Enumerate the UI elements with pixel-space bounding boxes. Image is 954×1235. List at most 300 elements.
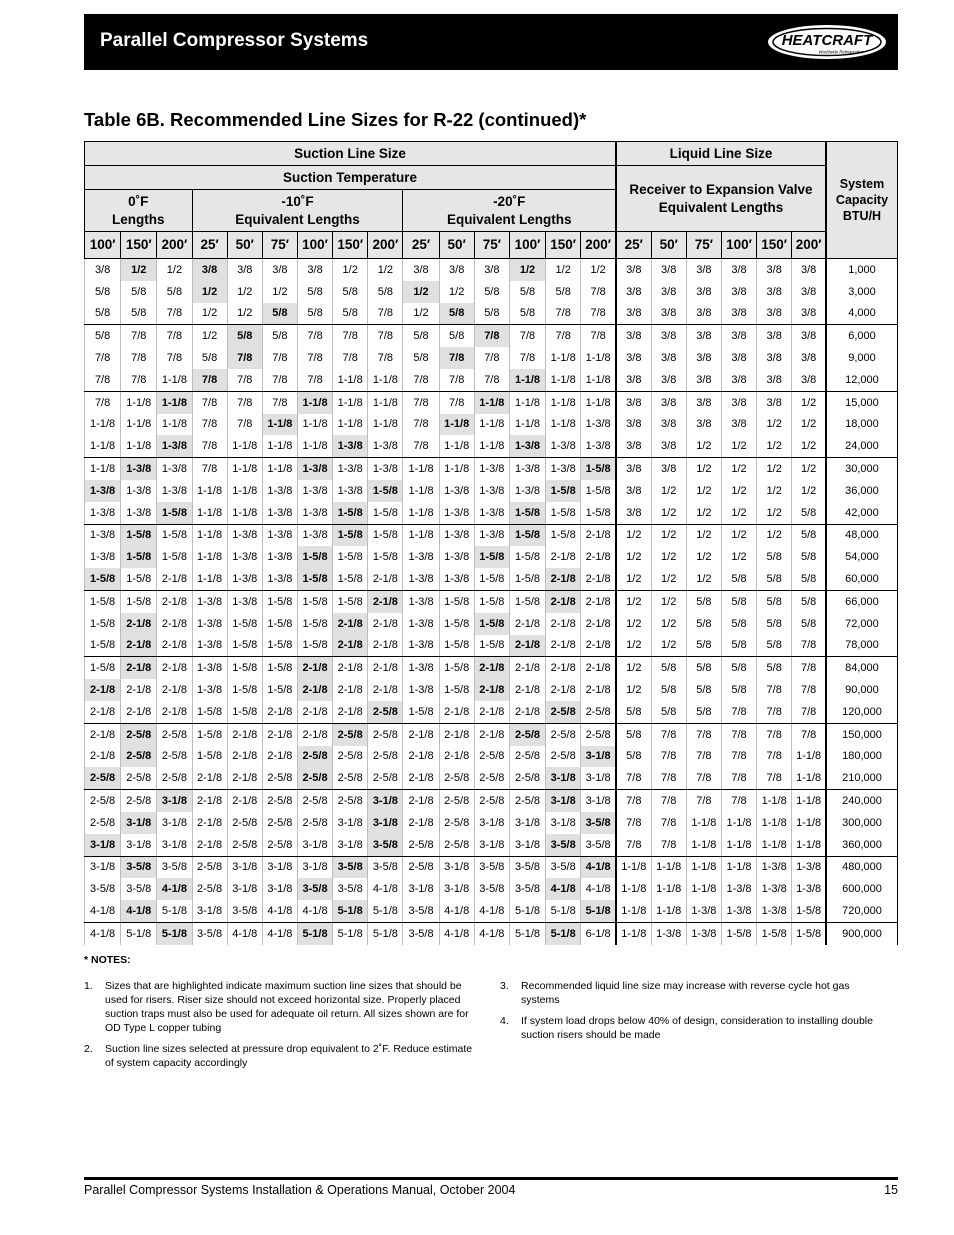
table-cell: 2-1/8 <box>546 568 581 590</box>
table-cell: 3-5/8 <box>546 856 581 878</box>
capacity-cell: 72,000 <box>826 613 898 635</box>
table-cell: 2-5/8 <box>121 746 157 768</box>
table-cell: 1-5/8 <box>474 568 509 590</box>
length-header: 100′ <box>297 232 332 259</box>
table-cell: 1-1/8 <box>651 856 686 878</box>
table-cell: 7/8 <box>403 435 439 457</box>
table-cell: 5-1/8 <box>157 900 192 922</box>
table-cell: 3-5/8 <box>509 878 545 900</box>
table-row <box>85 281 898 303</box>
table-cell: 2-5/8 <box>403 856 439 878</box>
table-cell: 2-1/8 <box>333 679 368 701</box>
table-cell: 1-3/8 <box>297 524 332 546</box>
table-cell: 2-5/8 <box>474 746 509 768</box>
table-cell: 3-1/8 <box>333 834 368 856</box>
temp-0f-label: Lengths <box>112 211 165 227</box>
table-cell: 7/8 <box>227 391 262 413</box>
table-cell: 1-1/8 <box>333 391 368 413</box>
table-cell: 1/2 <box>192 325 227 347</box>
table-cell: 1/2 <box>227 281 262 303</box>
table-cell: 1-3/8 <box>192 657 227 679</box>
table-cell: 1-3/8 <box>439 568 474 590</box>
table-cell: 5/8 <box>333 281 368 303</box>
table-cell: 2-1/8 <box>297 723 332 745</box>
length-header: 50′ <box>227 232 262 259</box>
table-cell: 1-5/8 <box>262 635 297 657</box>
table-cell: 2-5/8 <box>85 790 121 812</box>
table-cell: 1/2 <box>227 303 262 325</box>
table-cell: 3/8 <box>616 369 651 391</box>
table-cell: 3/8 <box>721 259 756 281</box>
table-cell: 1-1/8 <box>721 856 756 878</box>
table-cell: 2-1/8 <box>546 635 581 657</box>
table-cell: 1-3/8 <box>474 524 509 546</box>
table-cell: 1-1/8 <box>546 347 581 369</box>
table-cell: 7/8 <box>157 347 192 369</box>
table-cell: 7/8 <box>616 834 651 856</box>
length-header: 75′ <box>262 232 297 259</box>
table-cell: 1-3/8 <box>157 435 192 457</box>
table-cell: 5/8 <box>757 590 792 612</box>
table-cell: 7/8 <box>616 767 651 789</box>
capacity-cell: 150,000 <box>826 723 898 745</box>
length-header: 75′ <box>686 232 721 259</box>
table-cell: 1-1/8 <box>157 369 192 391</box>
table-cell: 1-5/8 <box>85 568 121 590</box>
table-cell: 1-1/8 <box>121 414 157 436</box>
table-cell: 3-5/8 <box>546 834 581 856</box>
table-row <box>85 856 898 878</box>
table-cell: 1-5/8 <box>581 458 616 480</box>
table-cell: 5/8 <box>474 281 509 303</box>
table-cell: 3-1/8 <box>368 812 403 834</box>
table-cell: 3-1/8 <box>581 767 616 789</box>
table-cell: 7/8 <box>192 435 227 457</box>
table-cell: 7/8 <box>686 723 721 745</box>
table-cell: 1-5/8 <box>121 590 157 612</box>
table-cell: 1-1/8 <box>721 812 756 834</box>
table-cell: 2-5/8 <box>509 723 545 745</box>
table-cell: 2-5/8 <box>192 878 227 900</box>
table-cell: 2-5/8 <box>333 723 368 745</box>
table-cell: 2-1/8 <box>333 657 368 679</box>
table-cell: 1-1/8 <box>262 458 297 480</box>
table-cell: 1/2 <box>403 303 439 325</box>
table-cell: 2-1/8 <box>439 701 474 723</box>
capacity-cell: 180,000 <box>826 746 898 768</box>
table-cell: 2-1/8 <box>439 746 474 768</box>
table-cell: 2-1/8 <box>297 657 332 679</box>
table-cell: 2-5/8 <box>333 790 368 812</box>
table-cell: 1-5/8 <box>792 900 826 922</box>
table-cell: 3-5/8 <box>333 856 368 878</box>
table-cell: 5/8 <box>721 635 756 657</box>
table-cell: 7/8 <box>474 369 509 391</box>
table-cell: 1-1/8 <box>192 568 227 590</box>
table-cell: 5/8 <box>792 590 826 612</box>
table-cell: 2-5/8 <box>439 834 474 856</box>
table-cell: 1-3/8 <box>686 900 721 922</box>
table-cell: 1-1/8 <box>792 790 826 812</box>
table-cell: 2-1/8 <box>227 790 262 812</box>
table-cell: 1-5/8 <box>581 480 616 502</box>
table-cell: 2-5/8 <box>581 701 616 723</box>
table-cell: 2-5/8 <box>368 746 403 768</box>
table-cell: 1/2 <box>686 435 721 457</box>
page-number: 15 <box>884 1183 898 1197</box>
table-cell: 1-5/8 <box>368 502 403 524</box>
table-cell: 1-3/8 <box>121 480 157 502</box>
table-cell: 7/8 <box>651 767 686 789</box>
table-cell: 2-1/8 <box>546 613 581 635</box>
table-row <box>85 679 898 701</box>
table-cell: 1-1/8 <box>546 369 581 391</box>
table-row <box>85 259 898 281</box>
table-cell: 7/8 <box>403 369 439 391</box>
table-cell: 1-1/8 <box>581 391 616 413</box>
table-cell: 4-1/8 <box>262 922 297 944</box>
capacity-cell: 240,000 <box>826 790 898 812</box>
system-capacity-header: System Capacity BTU/H <box>826 142 898 259</box>
table-cell: 1-5/8 <box>546 502 581 524</box>
table-cell: 1-1/8 <box>403 502 439 524</box>
table-row <box>85 546 898 568</box>
table-cell: 3-1/8 <box>262 856 297 878</box>
table-cell: 1-1/8 <box>192 502 227 524</box>
table-cell: 1/2 <box>686 480 721 502</box>
table-cell: 3/8 <box>721 303 756 325</box>
table-cell: 1-5/8 <box>227 613 262 635</box>
capacity-cell: 90,000 <box>826 679 898 701</box>
table-cell: 1/2 <box>651 480 686 502</box>
table-cell: 5/8 <box>792 524 826 546</box>
table-cell: 5/8 <box>757 657 792 679</box>
table-cell: 2-1/8 <box>157 679 192 701</box>
table-cell: 1-5/8 <box>581 502 616 524</box>
table-cell: 7/8 <box>721 723 756 745</box>
table-cell: 1-3/8 <box>757 856 792 878</box>
table-cell: 1/2 <box>686 502 721 524</box>
table-cell: 2-1/8 <box>546 590 581 612</box>
table-cell: 3-5/8 <box>581 812 616 834</box>
table-cell: 2-1/8 <box>333 613 368 635</box>
table-row <box>85 414 898 436</box>
table-cell: 3/8 <box>616 458 651 480</box>
table-cell: 1/2 <box>616 524 651 546</box>
table-cell: 2-1/8 <box>192 767 227 789</box>
table-cell: 3-5/8 <box>333 878 368 900</box>
table-cell: 5-1/8 <box>368 922 403 944</box>
table-cell: 1/2 <box>439 281 474 303</box>
table-cell: 2-1/8 <box>262 701 297 723</box>
table-cell: 2-1/8 <box>474 679 509 701</box>
table-cell: 1-1/8 <box>368 391 403 413</box>
capacity-cell: 60,000 <box>826 568 898 590</box>
table-cell: 4-1/8 <box>85 922 121 944</box>
table-row <box>85 900 898 922</box>
table-cell: 1-1/8 <box>227 458 262 480</box>
table-cell: 1-3/8 <box>403 635 439 657</box>
table-cell: 1-3/8 <box>262 568 297 590</box>
table-cell: 1-1/8 <box>403 458 439 480</box>
table-cell: 5/8 <box>368 281 403 303</box>
table-cell: 5/8 <box>651 701 686 723</box>
table-row <box>85 391 898 413</box>
note-text: Sizes that are highlighted indicate maximum suction line sizes that should be used for risers. Riser size should not exceed horizontal size. Properly placed suction traps must also be used for adequate oil return. All sizes shown are for OD Type L copper tubing <box>105 980 469 1034</box>
table-cell: 2-1/8 <box>262 746 297 768</box>
table-cell: 3/8 <box>616 435 651 457</box>
table-cell: 5/8 <box>616 701 651 723</box>
table-cell: 5/8 <box>262 325 297 347</box>
table-cell: 2-5/8 <box>227 812 262 834</box>
table-cell: 3/8 <box>792 303 826 325</box>
table-cell: 5/8 <box>721 590 756 612</box>
table-cell: 3/8 <box>792 281 826 303</box>
table-row <box>85 746 898 768</box>
table-cell: 1-3/8 <box>439 546 474 568</box>
length-header: 75′ <box>474 232 509 259</box>
table-cell: 2-5/8 <box>509 790 545 812</box>
table-cell: 1-5/8 <box>333 568 368 590</box>
table-cell: 2-1/8 <box>509 635 545 657</box>
table-cell: 3-1/8 <box>85 834 121 856</box>
table-cell: 1/2 <box>651 590 686 612</box>
table-cell: 1-5/8 <box>85 590 121 612</box>
table-row <box>85 657 898 679</box>
length-header: 50′ <box>439 232 474 259</box>
table-cell: 1-1/8 <box>262 414 297 436</box>
table-cell: 1/2 <box>368 259 403 281</box>
table-cell: 1-3/8 <box>721 900 756 922</box>
table-cell: 2-1/8 <box>439 723 474 745</box>
table-cell: 1-5/8 <box>439 679 474 701</box>
table-cell: 1-3/8 <box>192 635 227 657</box>
note-number: 1. <box>84 980 93 992</box>
table-cell: 4-1/8 <box>581 856 616 878</box>
table-cell: 1/2 <box>757 502 792 524</box>
table-cell: 1-3/8 <box>792 878 826 900</box>
table-cell: 3/8 <box>686 325 721 347</box>
table-cell: 7/8 <box>616 790 651 812</box>
table-row <box>85 502 898 524</box>
table-cell: 2-5/8 <box>121 723 157 745</box>
table-cell: 3/8 <box>686 281 721 303</box>
table-cell: 2-5/8 <box>297 767 332 789</box>
table-cell: 2-5/8 <box>509 767 545 789</box>
table-cell: 1-3/8 <box>227 546 262 568</box>
table-cell: 1-3/8 <box>157 458 192 480</box>
table-cell: 1-5/8 <box>157 502 192 524</box>
table-cell: 1-1/8 <box>227 480 262 502</box>
length-header: 150′ <box>333 232 368 259</box>
table-cell: 1-3/8 <box>85 524 121 546</box>
table-cell: 2-1/8 <box>546 679 581 701</box>
table-cell: 7/8 <box>227 414 262 436</box>
table-cell: 1-3/8 <box>509 458 545 480</box>
table-cell: 7/8 <box>333 347 368 369</box>
table-cell: 1-5/8 <box>721 922 756 944</box>
table-cell: 7/8 <box>403 414 439 436</box>
table-cell: 1/2 <box>333 259 368 281</box>
table-cell: 1/2 <box>686 524 721 546</box>
table-cell: 5/8 <box>403 325 439 347</box>
table-cell: 3/8 <box>792 325 826 347</box>
table-cell: 1-3/8 <box>439 524 474 546</box>
table-cell: 5/8 <box>85 303 121 325</box>
table-cell: 1/2 <box>616 590 651 612</box>
table-cell: 1/2 <box>757 524 792 546</box>
length-header: 25′ <box>403 232 439 259</box>
table-cell: 3-5/8 <box>297 878 332 900</box>
table-cell: 1-5/8 <box>474 590 509 612</box>
table-cell: 1/2 <box>686 568 721 590</box>
table-cell: 1-5/8 <box>227 657 262 679</box>
table-cell: 1-3/8 <box>121 458 157 480</box>
table-cell: 3-1/8 <box>474 834 509 856</box>
table-cell: 3/8 <box>686 391 721 413</box>
table-cell: 7/8 <box>121 325 157 347</box>
table-cell: 1-1/8 <box>792 767 826 789</box>
capacity-cell: 9,000 <box>826 347 898 369</box>
table-cell: 1-1/8 <box>297 414 332 436</box>
table-cell: 7/8 <box>757 767 792 789</box>
table-cell: 1-5/8 <box>227 701 262 723</box>
table-cell: 1-3/8 <box>474 502 509 524</box>
table-cell: 1-3/8 <box>85 502 121 524</box>
table-cell: 1-3/8 <box>546 458 581 480</box>
table-cell: 5/8 <box>297 281 332 303</box>
table-cell: 7/8 <box>121 369 157 391</box>
table-cell: 3-5/8 <box>509 856 545 878</box>
table-cell: 1-5/8 <box>439 657 474 679</box>
table-cell: 3-5/8 <box>368 834 403 856</box>
table-cell: 7/8 <box>192 369 227 391</box>
table-cell: 5/8 <box>651 679 686 701</box>
capacity-cell: 42,000 <box>826 502 898 524</box>
table-cell: 3-5/8 <box>121 878 157 900</box>
table-cell: 1/2 <box>721 480 756 502</box>
table-cell: 1-5/8 <box>546 524 581 546</box>
table-cell: 5/8 <box>686 590 721 612</box>
table-cell: 2-5/8 <box>262 834 297 856</box>
table-cell: 7/8 <box>368 347 403 369</box>
table-cell: 1-5/8 <box>333 524 368 546</box>
table-cell: 3-1/8 <box>262 878 297 900</box>
table-cell: 3/8 <box>85 259 121 281</box>
table-cell: 2-1/8 <box>368 568 403 590</box>
table-cell: 2-5/8 <box>262 812 297 834</box>
table-cell: 1/2 <box>651 568 686 590</box>
table-cell: 1-1/8 <box>157 391 192 413</box>
table-cell: 4-1/8 <box>474 922 509 944</box>
table-cell: 5/8 <box>262 303 297 325</box>
table-cell: 4-1/8 <box>85 900 121 922</box>
table-cell: 5-1/8 <box>509 900 545 922</box>
table-cell: 7/8 <box>792 701 826 723</box>
table-cell: 2-5/8 <box>192 856 227 878</box>
table-cell: 3/8 <box>616 303 651 325</box>
table-cell: 2-5/8 <box>439 790 474 812</box>
table-cell: 3/8 <box>262 259 297 281</box>
table-row <box>85 834 898 856</box>
table-cell: 1-1/8 <box>509 369 545 391</box>
table-cell: 7/8 <box>297 347 332 369</box>
table-cell: 4-1/8 <box>121 900 157 922</box>
table-cell: 2-1/8 <box>85 723 121 745</box>
table-cell: 5/8 <box>85 325 121 347</box>
table-cell: 2-1/8 <box>509 613 545 635</box>
table-cell: 2-5/8 <box>297 812 332 834</box>
table-cell: 2-1/8 <box>581 657 616 679</box>
table-cell: 3-5/8 <box>227 900 262 922</box>
table-cell: 1-1/8 <box>262 435 297 457</box>
table-cell: 5/8 <box>757 635 792 657</box>
table-cell: 3/8 <box>757 369 792 391</box>
table-cell: 1/2 <box>721 524 756 546</box>
table-cell: 1-1/8 <box>439 414 474 436</box>
suction-line-size-header: Suction Line Size <box>85 142 616 166</box>
table-cell: 2-1/8 <box>509 701 545 723</box>
table-cell: 7/8 <box>757 701 792 723</box>
table-cell: 2-1/8 <box>121 657 157 679</box>
table-cell: 2-1/8 <box>333 635 368 657</box>
table-cell: 1-3/8 <box>262 546 297 568</box>
table-cell: 1/2 <box>262 281 297 303</box>
table-cell: 2-5/8 <box>368 723 403 745</box>
table-cell: 1-5/8 <box>85 635 121 657</box>
table-cell: 1-1/8 <box>474 414 509 436</box>
table-cell: 5/8 <box>721 657 756 679</box>
table-cell: 1/2 <box>616 635 651 657</box>
table-cell: 7/8 <box>757 723 792 745</box>
table-cell: 2-1/8 <box>581 590 616 612</box>
table-cell: 2-1/8 <box>403 723 439 745</box>
table-cell: 7/8 <box>581 303 616 325</box>
table-cell: 2-1/8 <box>581 635 616 657</box>
table-cell: 1-3/8 <box>227 524 262 546</box>
table-cell: 5/8 <box>616 746 651 768</box>
table-cell: 7/8 <box>85 369 121 391</box>
length-header: 200′ <box>792 232 826 259</box>
table-row <box>85 812 898 834</box>
temp-m10f-label: Equivalent Lengths <box>235 211 360 227</box>
table-cell: 1-5/8 <box>121 568 157 590</box>
capacity-cell: 12,000 <box>826 369 898 391</box>
table-cell: 1-3/8 <box>333 480 368 502</box>
table-cell: 4-1/8 <box>439 922 474 944</box>
table-row <box>85 524 898 546</box>
length-header: 150′ <box>546 232 581 259</box>
table-cell: 7/8 <box>121 347 157 369</box>
table-cell: 7/8 <box>192 391 227 413</box>
table-cell: 2-1/8 <box>581 679 616 701</box>
table-cell: 1-3/8 <box>262 524 297 546</box>
table-cell: 1-1/8 <box>651 900 686 922</box>
table-cell: 5/8 <box>792 546 826 568</box>
table-cell: 3/8 <box>792 259 826 281</box>
table-cell: 5/8 <box>757 546 792 568</box>
table-cell: 3/8 <box>757 303 792 325</box>
table-cell: 7/8 <box>333 325 368 347</box>
table-cell: 2-1/8 <box>121 701 157 723</box>
table-cell: 1-1/8 <box>157 414 192 436</box>
table-cell: 1/2 <box>616 657 651 679</box>
table-cell: 7/8 <box>403 391 439 413</box>
table-cell: 3-5/8 <box>403 900 439 922</box>
table-cell: 5/8 <box>686 613 721 635</box>
table-cell: 1/2 <box>651 613 686 635</box>
table-cell: 5-1/8 <box>297 922 332 944</box>
